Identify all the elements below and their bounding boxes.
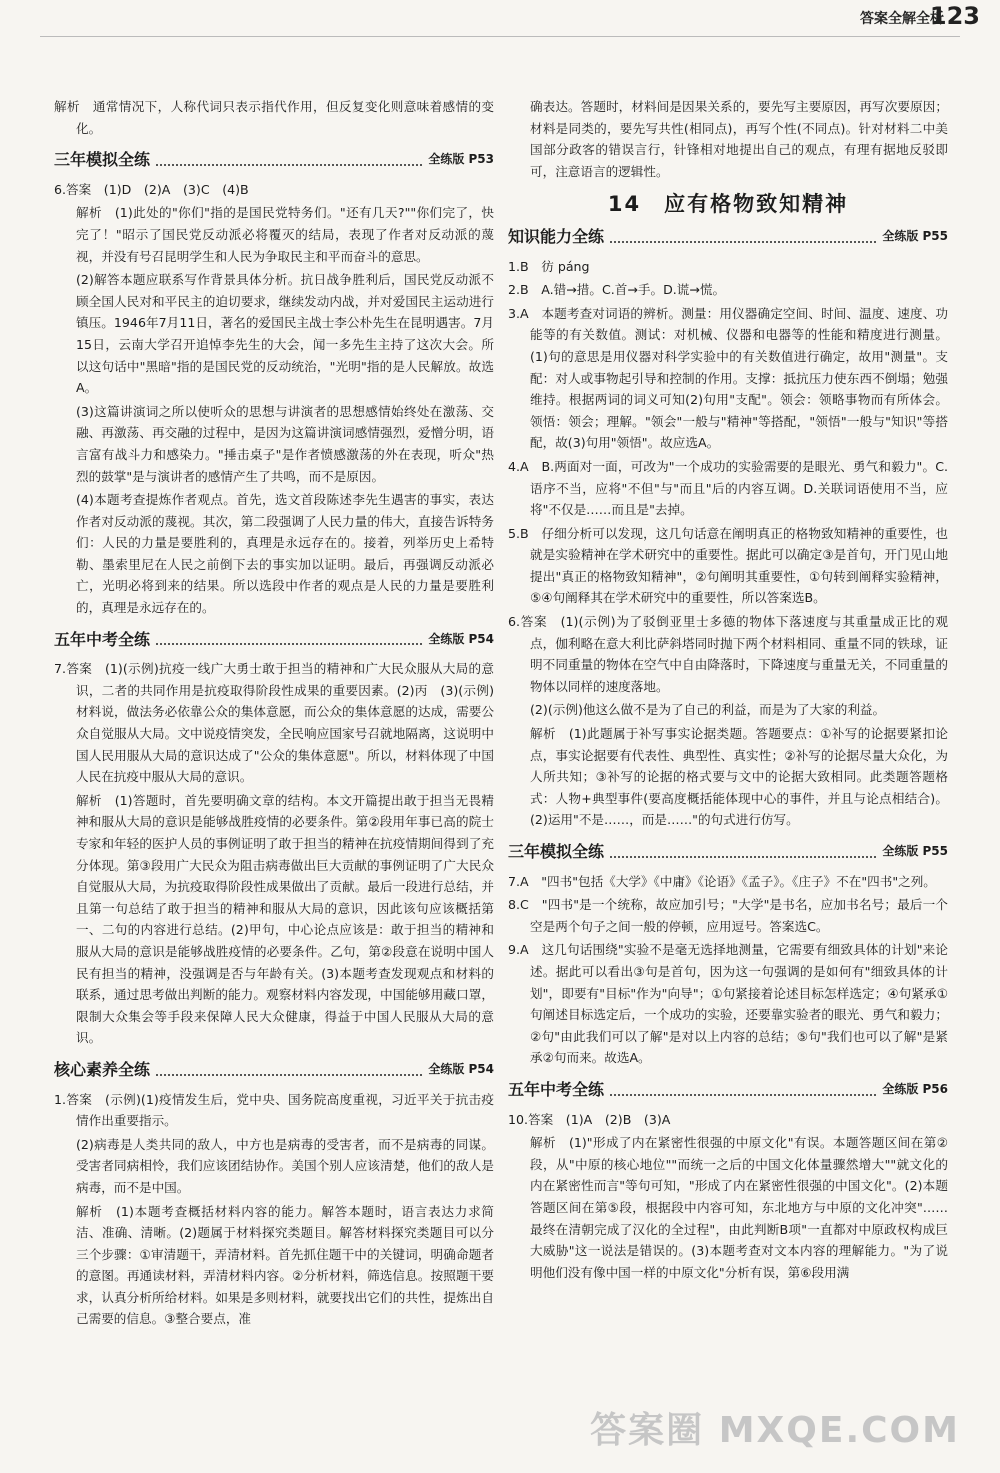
r10-analysis: 解析 (1)"形成了内在紧密性很强的中原文化"有误。本题答题区间在第②段，从"中原的核心地位""而统一之后的中国文化体量骤然增大""就文化的内在紧密性而言"等句可知，"形成了内在紧密性很强的中国文化"。(2)本题答题区间在第⑤段，根据段中内容可知，东北地方与中原的文化冲突"……最终在清朝完成了汉化的全过程"，由此判断B项"一直都对中原政权构成巨大威胁"这一说法是错误的。(3)本题考查对文本内容的理解能力。"为了说明他们没有像中国一样的中原文化"分析有误，第⑥段用满 [530,1135,948,1280]
r4-answer: 4.A B.两面对一面，可改为"一个成功的实验需要的是眼光、勇气和毅力"。C.语序不当，应将"不但"与"而且"后的内容互调。D.关联词语使用不当，应将"不仅是……而且是"去掉。 [508,458,948,518]
r6-analysis: 解析 (1)此题属于补写事实论据类题。答题要点：①补写的论据要紧扣论点，事实论据要有代表性、典型性、真实性；②补写的论据尽量大众化，为人所共知；③补写的论据的格式要与文中的论据大致相同。此类题答题格式：人物+典型事件(要高度概括能体现中心的事件，并且与论点相结合)。(2)运用"不是……，而是……"的句式进行仿写。 [530,726,948,828]
left-column [54,96,494,1332]
q1-analysis: 解析 (1)本题考查概括材料内容的能力。解答本题时，语言表达力求简洁、准确、清晰。(2)题属于材料探究类题目。解答材料探究类题目可以分三个步骤：①审清题干，弄清材料。首先抓住题干中的关键词，明确命题者的意图。再通读材料，弄清材料内容。②分析材料，筛选信息。按照题干要求，认真分析所给材料。如果是多则材料，就要找出它们的共性，提炼出自己需要的信息。③整合要点，准 [76,1203,494,1327]
q6-analysis-4: (4)本题考查提炼作者观点。首先，选文首段陈述李先生遇害的事实，表达作者对反动派的蔑视。其次，第二段强调了人民力量的伟大，直接告诉特务们：人民的力量是要胜利的，真理是永远存在的。接着，列举历史上希特勒、墨索里尼在人民之前倒下去的事实加以证明。最后，再强调反动派必亡，光明必将到来的结果。所以选段中作者的观点是人民的力量是要胜利的，真理是永远存在的。 [76,492,494,616]
chapter-title: 14 应有格物致知精神 [607,192,849,217]
r1-answer: 1.B 彷 páng [508,258,590,274]
continued-analysis: 确表达。答题时，材料间是因果关系的，要先写主要原因，再写次要原因；材料是同类的，要先写共性(相同点)，再写个性(不同点)。针对材料二中美国部分政客的错误言行，针锋相对地提出自己的观点，有理有据地反驳即可，注意语言的逻辑性。 [530,99,948,179]
header-title: 答案全解全析 [860,11,944,27]
r3-answer: 3.A 本题考查对词语的辨析。测量：用仪器确定空间、时间、温度、速度、功能等的有关数值。测试：对机械、仪器和电器等的性能和精度进行测量。(1)句的意思是用仪器对科学实验中的有关数值进行确定，故用"测量"。支配：对人或事物起引导和控制的作用。支撑：抵抗压力使东西不倒塌；勉强维持。根据两词的词义可知(2)句用"支配"。领会：领略事物而有所体会。领悟：领会；理解。"领会"一般与"精神"等搭配，"领悟"一般与"知识"等搭配，故(3)句用"领悟"。故应选A。 [508,305,948,451]
q6-analysis-3: (3)这篇讲演词之所以使听众的思想与讲演者的思想感情始终处在激荡、交融、再激荡、再交融的过程中，是因为这篇讲演词感情强烈，爱憎分明，语言富有战斗力和感染力。"捶击桌子"是作者愤感激荡的外在表现，听众"热烈的鼓掌"是与演讲者的感情产生了共鸣，而不是原因。 [76,403,494,484]
r10-answer: 10.答案 (1)A (2)B (3)A [508,1111,671,1127]
q6-analysis-1: 解析 (1)此处的"你们"指的是国民党特务们。"还有几天?""你们完了，快完了！"昭示了国民党反动派必将覆灭的结局，表现了作者对反动派的蔑视，并没有号召昆明学生和人民为争取民主和平而奋斗的意思。 [76,205,494,264]
section-header-sannian: 三年模拟全练 全练版 P53 [54,150,494,170]
q7-answer: 7.答案 (1)(示例)抗疫一线广大勇士敢于担当的精神和广大民众服从大局的意识，二者的共同作用是抗疫取得阶段性成果的重要因素。(2)丙 (3)(示例)材料说，做法务必依靠公众的集体意愿，而公众的集体意愿的达成，需要公众自觉服从大局。文中说疫情突发，全民响应国家号召就地隔离，这说明中国人民用服从大局的意识达成了"公众的集体意愿"。所以，材料体现了中国人民在抗疫中服从大局的意识。 [54,661,494,785]
q6-answer: 6.答案 (1)D (2)A (3)C (4)B [54,181,249,197]
page-number: 123 [929,2,980,30]
r9-answer: 9.A 这几句话围绕"实验不是毫无选择地测量，它需要有细致具体的计划"来论述。据此可以看出③句是首句，因为这一句强调的是如何有"细致具体的计划"，即要有"目标"作为"向导"；①句紧接着论述目标怎样选定；④句紧承①句阐述目标选定后，一个成功的实验，还要靠实验者的眼光、勇气和毅力；②句"由此我们可以了解"是对以上内容的总结；⑤句"我们也可以了解"是紧承②句而来。故选A。 [508,942,948,1066]
section-header-wunian: 五年中考全练 全练版 P54 [54,629,494,649]
r2-answer: 2.B A.错→措。C.首→手。D.谎→慌。 [508,282,726,298]
right-column [508,96,948,1285]
section-header-wunian-right: 五年中考全练 全练版 P56 [508,1079,948,1099]
section-header-sannian-right: 三年模拟全练 全练版 P55 [508,842,948,861]
q7-analysis: 解析 (1)答题时，首先要明确文章的结构。本文开篇提出敢于担当无畏精神和服从大局的意识是能够战胜疫情的必要条件。第②段用年事已高的院士专家和年轻的医护人员的事例证明了敢于担当的精神在抗疫情期间得到了充分体现。第③段用广大民众为阻击病毒做出巨大贡献的事例证明了广大民众自觉服从大局，为抗疫取得阶段性成果做出了贡献。最后一段进行总结，并且第一句总结了敢于担当的精神和服从大局的意识，因此该句应该概括第一、二句的内容进行总结。(2)甲句，中心论点应该是：敢于担当的精神和服从大局的意识是能够战胜疫情的必要条件。乙句，第②段意在说明中国人民有担当的精神，没强调是否与年龄有关。(3)本题考查发现观点和材料的联系，通过思考做出判断的能力。观察材料内容发现，中国能够用藏口罩，限制大众集会等手段来保障人民大众健康，得益于中国人民服从大局的意识。 [76,792,494,1046]
r6-answer: 6.答案 (1)(示例)为了驳倒亚里士多德的物体下落速度与其重量成正比的观点，伽利略在意大利比萨斜塔同时抛下两个材料相同、重量不同的铁球，证明不同重量的物体在空气中自由降落时，下降速度与重量无关，不同重量的物体以同样的速度落地。 [508,614,948,694]
q1-answer: 1.答案 (示例)(1)疫情发生后，党中央、国务院高度重视，习近平关于抗击疫情作出重要指示。 [54,1091,494,1129]
r7-answer: 7.A "四书"包括《大学》《中庸》《论语》《孟子》。《庄子》不在"四书"之列。 [508,873,936,889]
intro-analysis: 解析 通常情况下，人称代词只表示指代作用，但反复变化则意味着感情的变化。 [54,99,494,136]
header-rule [40,36,960,37]
r8-answer: 8.C "四书"是一个统称，故应加引号；"大学"是书名，应加书名号；最后一个空是两个句子之间一般的停顿，应用逗号。答案选C。 [508,897,948,934]
r6-answer-2: (2)(示例)他这么做不是为了自己的利益，而是为了大家的利益。 [530,702,886,718]
section-header-hexin: 核心素养全练 全练版 P54 [54,1059,494,1079]
r5-answer: 5.B 仔细分析可以发现，这几句话意在阐明真正的格物致知精神的重要性，也就是实验精神在学术研究中的重要性。据此可以确定③是首句，开门见山地提出"真正的格物致知精神"，②句阐明其重要性，①句转到阐释实验精神，⑤④句阐释其在学术研究中的重要性，所以答案选B。 [508,525,948,606]
watermark-logo: 答案圈 MXQE.COM [590,1410,960,1451]
q1-answer-2: (2)病毒是人类共同的敌人，中方也是病毒的受害者，而不是病毒的同谋。受害者同病相怜，我们应该团结协作。美国个别人应该清楚，他们的敌人是病毒，而不是中国。 [76,1136,494,1195]
section-header-zhishi: 知识能力全练 全练版 P55 [508,226,948,246]
q6-analysis-2: (2)解答本题应联系写作背景具体分析。抗日战争胜利后，国民党反动派不顾全国人民对和平民主的迫切要求，继续发动内战，并对爱国民主运动进行镇压。1946年7月11日，著名的爱国民主战士李公朴先生在昆明遇害。7月15日，云南大学召开追悼李先生的大会，闻一多先生主持了这次大会。所以这句话中"黑暗"指的是国民党的反动统治，"光明"指的是人民解放。故选A。 [76,272,494,396]
